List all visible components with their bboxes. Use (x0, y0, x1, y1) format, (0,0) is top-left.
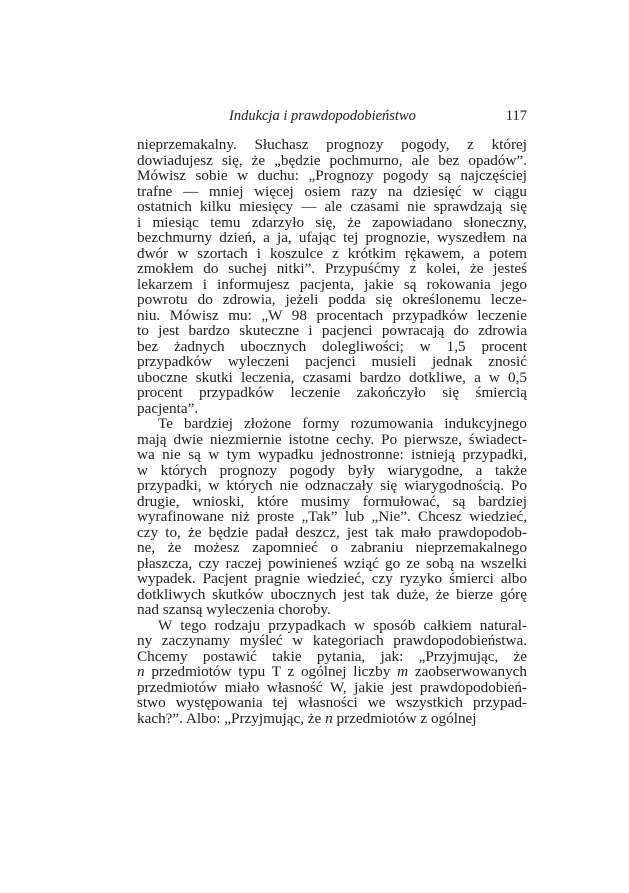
text-line: płaszcza, czy raczej powinieneś wziąć go ze sobą na wszelki (137, 554, 527, 572)
text-line: Te bardziej złożone formy rozumowania indukcyjnego (158, 415, 527, 432)
text-line: dotkliwych skutków ubocznych jest tak duże, że bierze górę (137, 585, 527, 603)
text-line: przypadków wyleczeni pacjenci musieli jednak znosić (137, 353, 527, 370)
text-line (137, 664, 527, 680)
text-line: drugie, wnioski, które musimy formułować, są bardziej (137, 492, 527, 510)
text-line: uboczne skutki leczenia, czasami bardzo dotkliwe, a w 0,5 (137, 368, 527, 386)
italic-variable: m (397, 663, 409, 680)
text-line: dwór w szortach i koszulce z krótkim rękawem, a potem (137, 244, 527, 262)
chapter-title: Indukcja i prawdopodobieństwo (229, 108, 416, 124)
text-line: przedmiotów miało własność W, jakie jest prawdopodobień- (137, 678, 527, 696)
paragraph (137, 618, 527, 727)
text-line: procent przypadków leczenie zakończyło się śmiercią (137, 384, 527, 401)
text-line: W tego rodzaju przypadkach w sposób całkiem natural- (158, 616, 527, 634)
italic-variable: n (137, 663, 145, 680)
text-line: mają dwie niezmiernie istotne cechy. Po pierwsze, świadect- (137, 430, 527, 448)
text-line: w których prognozy pogody były wiarygodne, a także (137, 461, 527, 479)
text-segment: przedmiotów typu T z ogólnej liczby (144, 663, 398, 680)
text-line: lekarzem i informujesz pacjenta, jakie są rokowania jego (137, 275, 527, 293)
text-line: ny zaczynamy myśleć w kategoriach prawdopodobieństwa. (137, 632, 527, 649)
text-line: nieprzemakalny. Słuchasz prognozy pogody, z której (137, 136, 527, 153)
text-line: stwo występowania tej własności we wszystkich przypad- (137, 694, 527, 711)
text-line: przypadki, w których nie odznaczały się wiarygodnością. Po (137, 477, 527, 494)
text-line: i miesiąc temu zdarzyło się, że zapowiadano słoneczny, (137, 213, 527, 231)
text-line: bez żadnych ubocznych dolegliwości; w 1,5 procent (137, 337, 527, 355)
text-line: ostatnich kilku miesięcy — ale czasami nie sprawdzają się (137, 198, 527, 215)
text-line: pacjenta”. (137, 399, 199, 417)
page-body-text (137, 137, 527, 726)
text-line: nad szansą wyleczenia choroby. (137, 601, 331, 618)
text-line: zmokłem do suchej nitki”. Przypuśćmy z kolei, że jesteś (137, 260, 527, 277)
text-line: powrotu do zdrowia, jeżeli podda się określonemu lecze- (137, 291, 527, 308)
text-line: Chcemy postawić takie pytania, jak: „Przyjmując, że (137, 647, 527, 665)
text-line: bezchmurny dzień, a ja, ufając tej prognozie, wyszedłem na (137, 229, 527, 246)
text-segment: kach?”. Albo: „Przyjmując, że (137, 709, 326, 727)
italic-variable: n (325, 709, 333, 727)
text-line: Mówisz sobie w duchu: „Prognozy pogody są najczęściej (137, 167, 527, 184)
paragraph (137, 416, 527, 618)
text-line: wa nie są w tym wypadku jednostronne: istnieją przypadki, (137, 446, 527, 463)
text-line: ne, że możesz zapomnieć o zabraniu nieprzemakalnego (137, 539, 527, 556)
text-line: to jest bardzo skuteczne i pacjenci powracają do zdrowia (137, 322, 527, 339)
text-line (137, 711, 527, 727)
text-line: dowiadujesz się, że „będzie pochmurno, ale bez opadów”. (137, 151, 527, 169)
text-line: wyrafinowane niż proste „Tak” lub „Nie”. Chcesz wiedzieć, (137, 508, 527, 525)
page-number: 117 (505, 108, 527, 124)
text-segment: przedmiotów z ogólnej (332, 709, 477, 727)
text-segment: zaobserwowanych (408, 663, 527, 680)
text-line: niu. Mówisz mu: „W 98 procentach przypadków leczenie (137, 306, 527, 324)
running-header (137, 108, 527, 126)
paragraph (137, 137, 527, 416)
text-line: wypadek. Pacjent pragnie wiedzieć, czy ryzyko śmierci albo (137, 570, 527, 587)
text-line: trafne — mniej więcej osiem razy na dziesięć w ciągu (137, 182, 527, 200)
text-line: czy to, że będzie padał deszcz, jest tak mało prawdopodob- (137, 523, 527, 541)
